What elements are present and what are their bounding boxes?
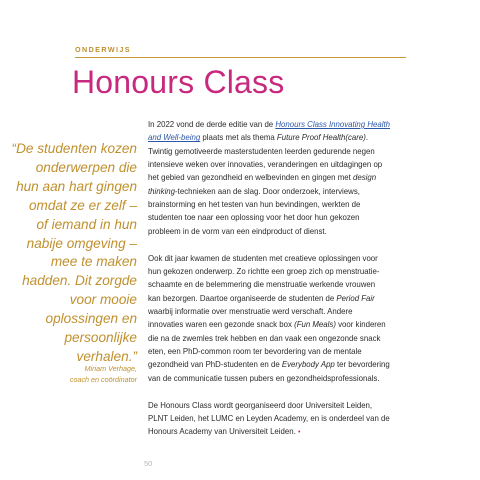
end-mark-icon: • <box>298 429 301 437</box>
quote-line: nabije omgeving – <box>26 235 137 251</box>
text: voor kinderen <box>335 320 386 330</box>
quote-line: “De studenten kozen <box>11 141 137 156</box>
text-line: probleem in de vorm van een eindproduct of dienst. <box>148 226 327 236</box>
quote-line: persoonlijke <box>64 330 137 346</box>
text: het gebied van gezondheid en welbevinden en gingen met <box>148 173 353 183</box>
page-number: 50 <box>144 459 153 468</box>
text: . <box>365 133 369 143</box>
quote-line: of iemand in hun <box>36 216 137 232</box>
quote-line: mee te maken <box>50 254 137 270</box>
text-line: brainstorming en het testen van hun bevindingen, werkten de <box>148 200 361 210</box>
quote-line: hadden. Dit zorgde <box>22 273 137 289</box>
text: ter bevordering <box>334 360 390 370</box>
paragraph-projects <box>148 252 416 385</box>
text-line: Twintig gemotiveerde masterstudenten leerden gedurende negen <box>148 146 375 156</box>
emphasis: (Fun Meals) <box>294 320 336 330</box>
text-line: Ook dit jaar kwamen de studenten met creatieve oplossingen voor <box>148 253 378 263</box>
emphasis: design <box>352 173 377 183</box>
text: innovaties waren een gezonde snack box <box>148 320 295 330</box>
honours-class-link[interactable]: Honours Class Innovating Health <box>275 120 391 129</box>
text-line: hun gekozen onderwerp. Zo richtte een groep zich op menstruatie- <box>148 267 380 277</box>
text-line: van de communicatie tussen pubers en gezondheidsprofessionals. <box>148 373 380 383</box>
emphasis: Everybody App <box>281 360 335 370</box>
quote-author-name: Miriam Verhage, <box>84 364 137 373</box>
text: Honours Academy van Universiteit Leiden. <box>148 427 296 437</box>
text-line: die na de zwemles trek hebben en dan vaak een ongezonde snack <box>148 333 381 343</box>
quote-line: onderwerpen die <box>35 159 137 175</box>
text: kan bezorgen. Daartoe organiseerde de studenten de <box>148 293 337 303</box>
page-title: Honours Class <box>72 64 285 100</box>
quote-line: oplossingen en <box>45 311 137 327</box>
text-line: waarbij informatie over menstruatie werd verschaft. Andere <box>148 307 353 317</box>
theme-title: Future Proof Health(care) <box>276 133 366 143</box>
text: gezondheid van PhD-studenten en de <box>148 360 282 370</box>
text-line: De Honours Class wordt georganiseerd door Universiteit Leiden, <box>148 400 373 410</box>
section-label: ONDERWIJS <box>75 45 131 54</box>
quote-line: hun aan hart gingen <box>16 178 137 194</box>
text-line: intensieve weken over innovaties, veranderingen en uitdagingen op <box>148 160 383 170</box>
text: In 2022 vond de derde editie van de <box>148 120 276 129</box>
paragraph-intro <box>148 118 416 238</box>
paragraph-organisers <box>148 399 416 440</box>
section-divider <box>75 57 406 58</box>
article-body <box>148 118 416 453</box>
text: plaats met als thema <box>200 133 277 143</box>
text-line: studenten toe naar een oplossing voor het door hun gekozen <box>148 213 360 223</box>
quote-line: voor mooie <box>69 292 137 308</box>
quote-line: verhalen.” <box>76 348 137 364</box>
text: -technieken aan de slag. Door onderzoek, interviews, <box>175 186 360 196</box>
honours-class-link-cont[interactable]: and Well-being <box>148 133 201 143</box>
quote-line: omdat ze er zelf – <box>28 197 137 213</box>
quote-attribution <box>8 363 137 385</box>
text-line: eten, een PhD-common room ter bevordering van de mentale <box>148 347 362 357</box>
pull-quote <box>8 140 137 367</box>
text-line: schaamte en de belemmering die menstruatie werkende vrouwen <box>148 280 376 290</box>
emphasis: Period Fair <box>336 293 375 303</box>
emphasis: thinking <box>148 186 176 196</box>
quote-author-role: coach en coördinator <box>69 375 137 384</box>
text-line: PLNT Leiden, het LUMC en Leyden Academy, en is onderdeel van de <box>148 414 390 424</box>
